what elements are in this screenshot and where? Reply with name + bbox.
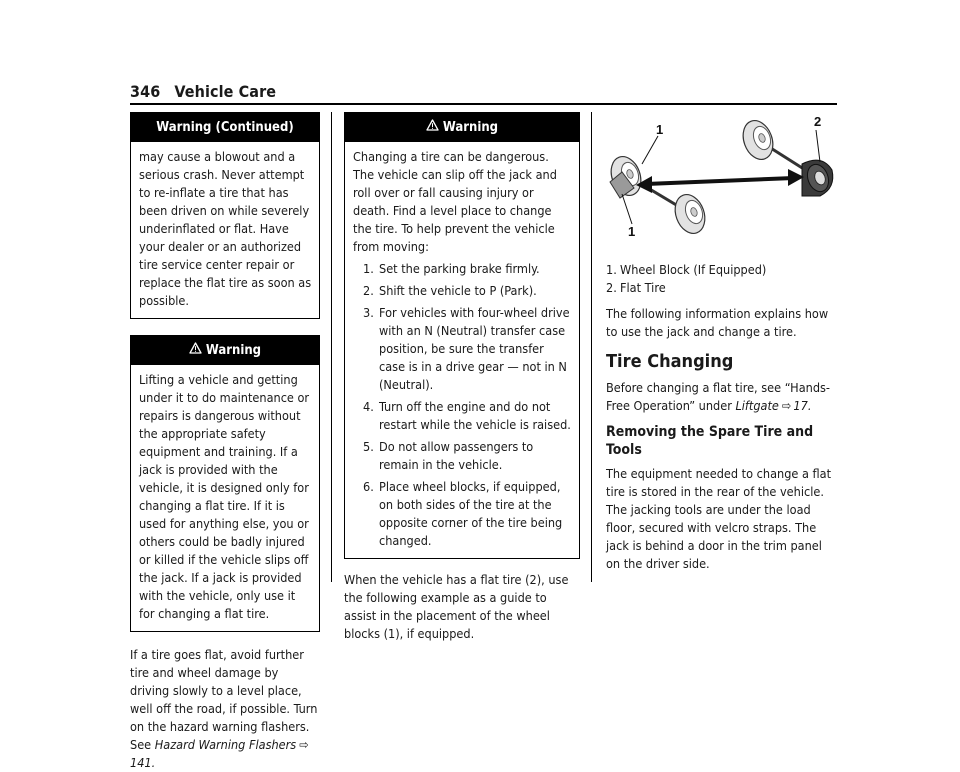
hazard-flashers-link[interactable]: Hazard Warning Flashers <box>154 737 297 752</box>
warning-triangle-icon <box>189 336 202 365</box>
figure-legend <box>606 261 838 297</box>
warning-dangerous-intro: Changing a tire can be dangerous. The vehicle can slip off the jack and roll over or fall causing injury or death. Find a level place to change the tire. To help prevent the vehicle from moving: <box>353 149 557 254</box>
warning-continued-box <box>130 112 320 319</box>
list-item: 1. Wheel Block (If Equipped) <box>606 262 767 277</box>
list-item: 4. Turn off the engine and do not restart while the vehicle is raised. <box>363 399 571 432</box>
warning-dangerous-title: Warning <box>442 120 499 135</box>
warning-dangerous-header <box>345 113 579 142</box>
column-divider <box>591 112 592 582</box>
warning-triangle-icon <box>426 113 439 142</box>
double-arrow-icon <box>636 169 804 193</box>
list-item: 6. Place wheel blocks, if equipped, on both sides of the tire at the opposite corner of the tire being changed. <box>363 479 563 548</box>
liftgate-page[interactable]: 17. <box>793 398 812 413</box>
tire-changing-paragraph <box>606 379 838 415</box>
page-reference-arrow-icon: ⇨ <box>781 398 792 413</box>
column-3 <box>606 112 838 573</box>
callout-1-top: 1 <box>656 122 664 137</box>
list-item: 3. For vehicles with four-wheel drive with an N (Neutral) transfer case position, be sure the transfer case is in a drive gear — not in N (Neutral). <box>363 305 570 392</box>
page-reference-arrow-icon: ⇨ <box>299 737 309 752</box>
removing-spare-paragraph: The equipment needed to change a flat tire is stored in the rear of the vehicle. The jacking tools are under the load floor, secured with velcro straps. The jack is behind a door in the trim panel on the driver side. <box>606 466 832 571</box>
warning-continued-header <box>131 113 319 142</box>
warning-jack-title: Warning <box>205 343 262 358</box>
tire-changing-heading: Tire Changing <box>606 351 734 372</box>
hazard-flashers-page[interactable]: 141. <box>130 755 156 770</box>
section-title: Vehicle Care <box>174 82 277 101</box>
warning-jack-header <box>131 336 319 365</box>
tire-rear-left-icon <box>738 116 778 163</box>
wheel-block-paragraph: When the vehicle has a flat tire (2), use the following example as a guide to assist in the placement of the wheel blocks (1), if equipped. <box>344 572 569 641</box>
warning-jack-box <box>130 335 320 632</box>
page-header <box>130 82 276 101</box>
liftgate-link[interactable]: Liftgate <box>735 398 779 413</box>
flat-tire-icon <box>802 160 833 196</box>
tire-front-right-icon <box>670 190 710 237</box>
page-number: 346 <box>130 82 161 101</box>
column-divider <box>331 112 332 582</box>
warning-jack-text: Lifting a vehicle and getting under it to do maintenance or repairs is dangerous without the appropriate safety equipment and training. If a jack is provided with the vehicle, it is designed only for changing a flat tire. If it is used for anything else, you or others could be badly injured or killed if the vehicle slips off the jack. If a jack is provided with the vehicle, only use it for changing a flat tire. <box>139 372 310 621</box>
callout-1-bottom: 1 <box>628 224 636 239</box>
list-item: 2. Flat Tire <box>606 280 666 295</box>
list-item: 5. Do not allow passengers to remain in the vehicle. <box>363 439 534 472</box>
list-item: 2. Shift the vehicle to P (Park). <box>363 283 537 298</box>
tire-changing-text: Before changing a flat tire, see “Hands-Free Operation” under <box>606 380 831 413</box>
callout-2: 2 <box>814 114 822 129</box>
wheel-block-diagram <box>606 112 838 242</box>
warning-continued-text: may cause a blowout and a serious crash. Never attempt to re-inflate a tire that has been driven on while severely underinflated or flat. Have your dealer or an authorized tire service center repair or replace the flat tire as soon as possible. <box>139 149 312 308</box>
warning-continued-title: Warning (Continued) <box>156 120 294 135</box>
warning-dangerous-box <box>344 112 580 559</box>
header-rule <box>130 103 837 105</box>
column-2 <box>344 112 580 643</box>
flat-tire-paragraph <box>130 646 320 772</box>
removing-spare-heading: Removing the Spare Tire and Tools <box>606 424 814 458</box>
safety-steps-list <box>353 260 573 550</box>
flat-tire-text: If a tire goes flat, avoid further tire and wheel damage by driving slowly to a level place, well off the road, if possible. Turn on the hazard warning flashers. See <box>130 647 318 752</box>
list-item: 1. Set the parking brake firmly. <box>363 261 540 276</box>
column-1 <box>130 112 320 772</box>
info-paragraph: The following information explains how to use the jack and change a tire. <box>606 306 829 339</box>
